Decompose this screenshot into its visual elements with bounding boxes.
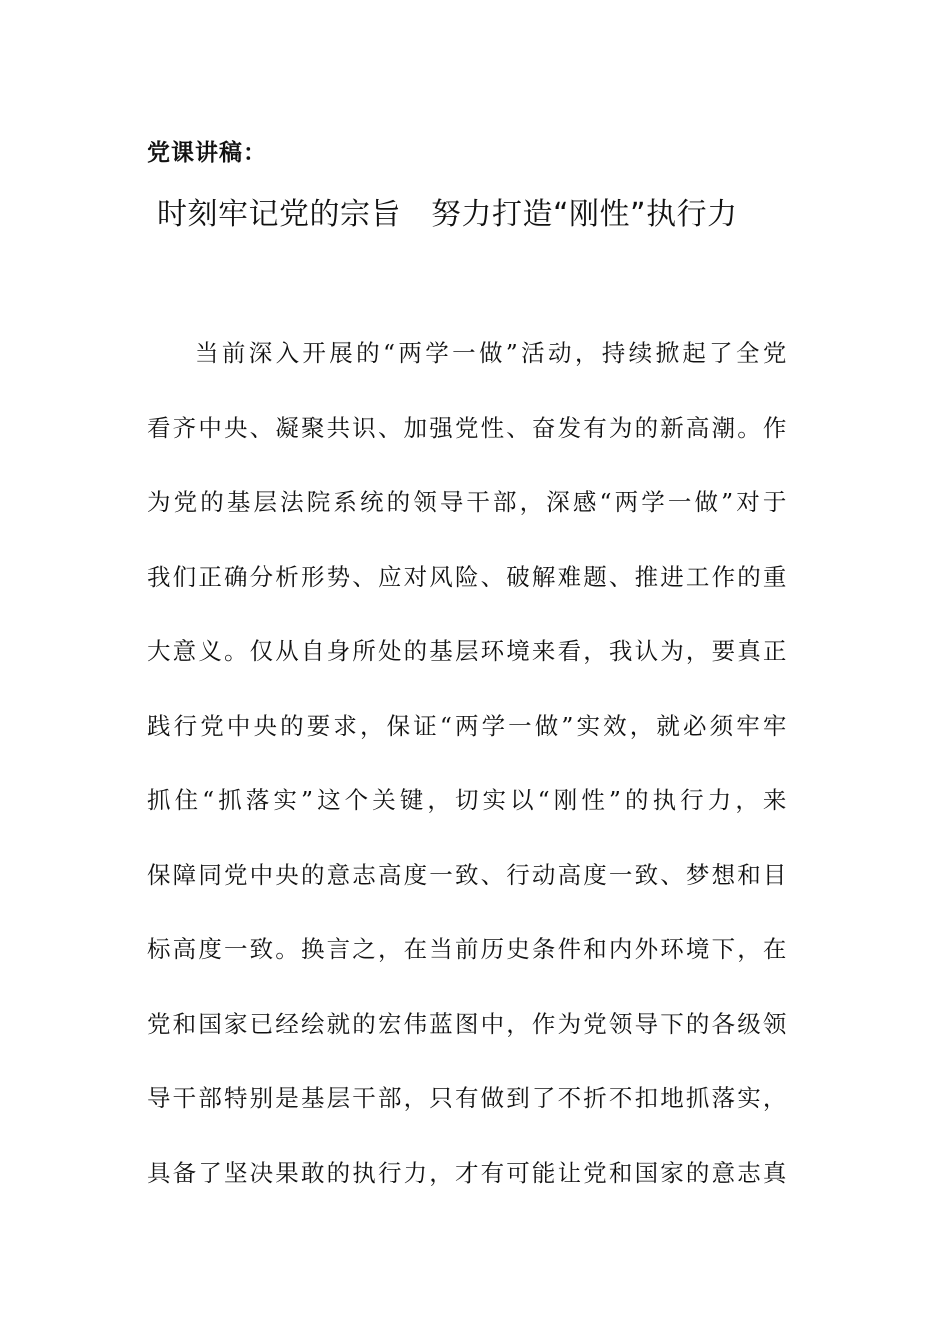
paragraph-line: 标高度一致。换言之，在当前历史条件和内外环境下，在 — [147, 935, 787, 963]
document-title — [157, 190, 738, 240]
paragraph-line: 具备了坚决果敢的执行力，才有可能让党和国家的意志真 — [147, 1158, 787, 1187]
paragraph-line: 大意义。仅从自身所处的基层环境来看，我认为，要真正 — [147, 637, 787, 665]
document-body — [147, 330, 787, 1224]
paragraph-line: 践行党中央的要求，保证“两学一做”实效，就必须牢牢 — [147, 711, 787, 740]
paragraph-line: 党和国家已经绘就的宏伟蓝图中，作为党领导下的各级领 — [147, 1009, 787, 1038]
paragraph-line: 为党的基层法院系统的领导干部，深感“两学一做”对于 — [147, 488, 787, 516]
title-part-1: 时刻牢记党的宗旨 — [157, 197, 401, 232]
paragraph-line: 导干部特别是基层干部，只有做到了不折不扣地抓落实， — [147, 1084, 787, 1112]
paragraph-line: 当前深入开展的“两学一做”活动，持续掀起了全党 — [195, 339, 787, 367]
paragraph-line: 保障同党中央的意志高度一致、行动高度一致、梦想和目 — [147, 860, 787, 889]
paragraph-line: 看齐中央、凝聚共识、加强党性、奋发有为的新高潮。作 — [147, 413, 787, 442]
title-part-2: 努力打造“刚性”执行力 — [431, 197, 738, 232]
document-label: 党课讲稿： — [147, 140, 267, 166]
paragraph-line: 我们正确分析形势、应对风险、破解难题、推进工作的重 — [147, 562, 787, 591]
paragraph-line: 抓住“抓落实”这个关键，切实以“刚性”的执行力，来 — [147, 786, 787, 814]
